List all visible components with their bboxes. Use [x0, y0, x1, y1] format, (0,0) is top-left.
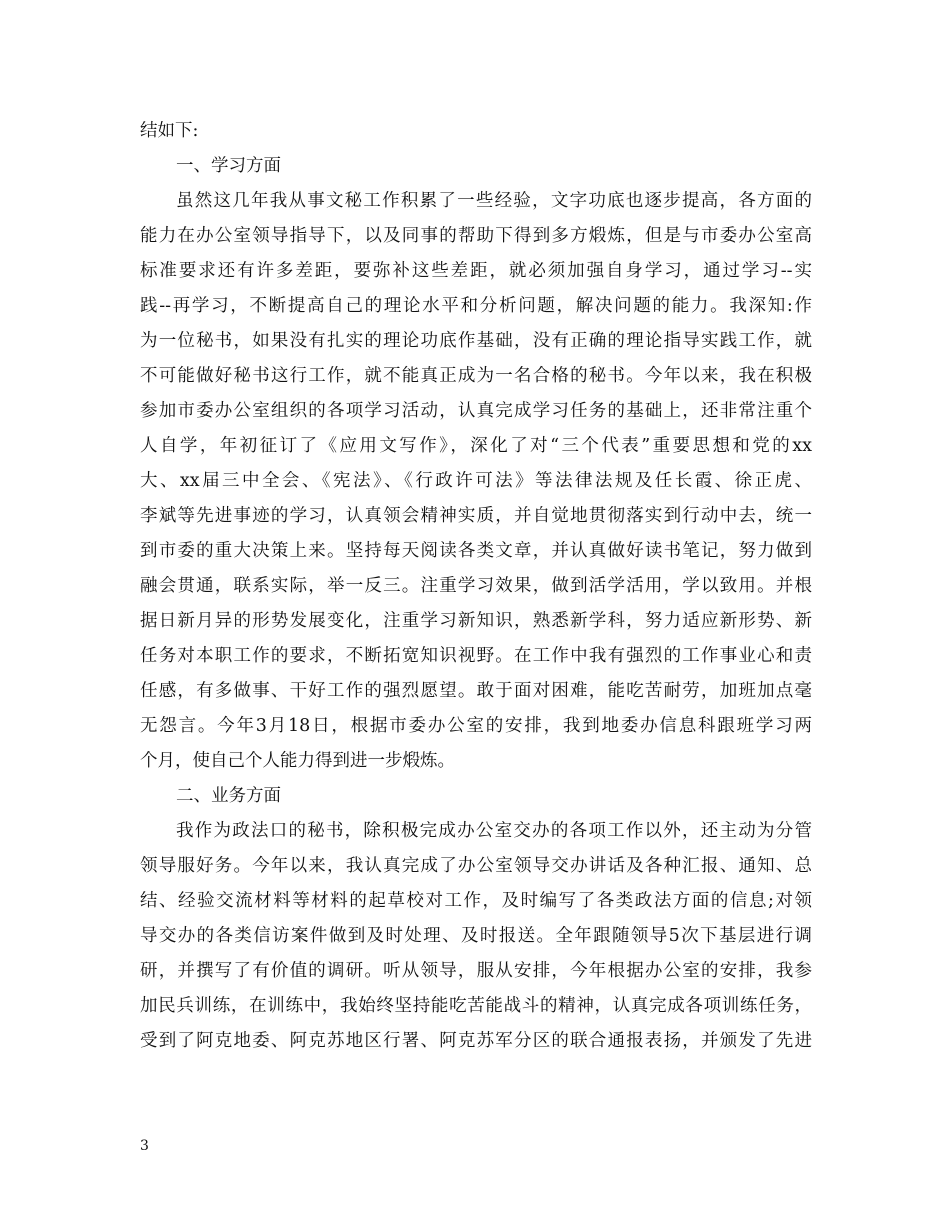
- text-line: 践--再学习，不断提高自己的理论水平和分析问题，解决问题的能力。我深知:作: [140, 296, 812, 316]
- text-line: 研，并撰写了有价值的调研。听从领导，服从安排，今年根据办公室的安排，我参: [140, 961, 812, 981]
- text-line: 融会贯通，联系实际，举一反三。注重学习效果，做到活学活用，学以致用。并根: [140, 576, 812, 596]
- text-line: 领导服好务。今年以来，我认真完成了办公室领导交办讲话及各种汇报、通知、总: [140, 856, 812, 876]
- section-heading: 二、业务方面: [176, 786, 281, 806]
- text-line: 标准要求还有许多差距，要弥补这些差距，就必须加强自身学习，通过学习--实: [140, 261, 812, 281]
- text-line: 不可能做好秘书这行工作，就不能真正成为一名合格的秘书。今年以来，我在积极: [140, 366, 812, 386]
- text-line: 无怨言。今年3月18日，根据市委办公室的安排，我到地委办信息科跟班学习两: [140, 716, 812, 736]
- text-line: 任感，有多做事、干好工作的强烈愿望。敢于面对困难，能吃苦耐劳，加班加点毫: [140, 681, 812, 701]
- text-line: 到市委的重大决策上来。坚持每天阅读各类文章，并认真做好读书笔记，努力做到: [140, 541, 812, 561]
- text-line: 虽然这几年我从事文秘工作积累了一些经验，文字功底也逐步提高，各方面的: [176, 191, 812, 211]
- text-line: 个月，使自己个人能力得到进一步煅炼。: [140, 751, 455, 771]
- text-line: 据日新月异的形势发展变化，注重学习新知识，熟悉新学科，努力适应新形势、新: [140, 611, 812, 631]
- text-line: 大、xx届三中全会、《宪法》、《行政许可法》等法律法规及任长霞、徐正虎、: [140, 471, 812, 491]
- text-line: 结如下:: [140, 121, 199, 141]
- text-line: 受到了阿克地委、阿克苏地区行署、阿克苏军分区的联合通报表扬，并颁发了先进: [140, 1031, 812, 1051]
- body-text: [140, 114, 812, 1059]
- text-line: 导交办的各类信访案件做到及时处理、及时报送。全年跟随领导5次下基层进行调: [140, 926, 812, 946]
- text-line: 为一位秘书，如果没有扎实的理论功底作基础，没有正确的理论指导实践工作，就: [140, 331, 812, 351]
- section-heading: 一、学习方面: [176, 156, 281, 176]
- text-line: 参加市委办公室组织的各项学习活动，认真完成学习任务的基础上，还非常注重个: [140, 401, 812, 421]
- page-number: 3: [140, 1138, 149, 1154]
- text-line: 人自学，年初征订了《应用文写作》，深化了对“三个代表”重要思想和党的xx: [140, 436, 812, 456]
- text-line: 加民兵训练，在训练中，我始终坚持能吃苦能战斗的精神，认真完成各项训练任务，: [140, 996, 812, 1016]
- text-line: 任务对本职工作的要求，不断拓宽知识视野。在工作中我有强烈的工作事业心和责: [140, 646, 812, 666]
- text-line: 能力在办公室领导指导下，以及同事的帮助下得到多方煅炼，但是与市委办公室高: [140, 226, 812, 246]
- text-line: 结、经验交流材料等材料的起草校对工作，及时编写了各类政法方面的信息;对领: [140, 891, 812, 911]
- text-line: 李斌等先进事迹的学习，认真领会精神实质，并自觉地贯彻落实到行动中去，统一: [140, 506, 812, 526]
- text-line: 我作为政法口的秘书，除积极完成办公室交办的各项工作以外，还主动为分管: [176, 821, 812, 841]
